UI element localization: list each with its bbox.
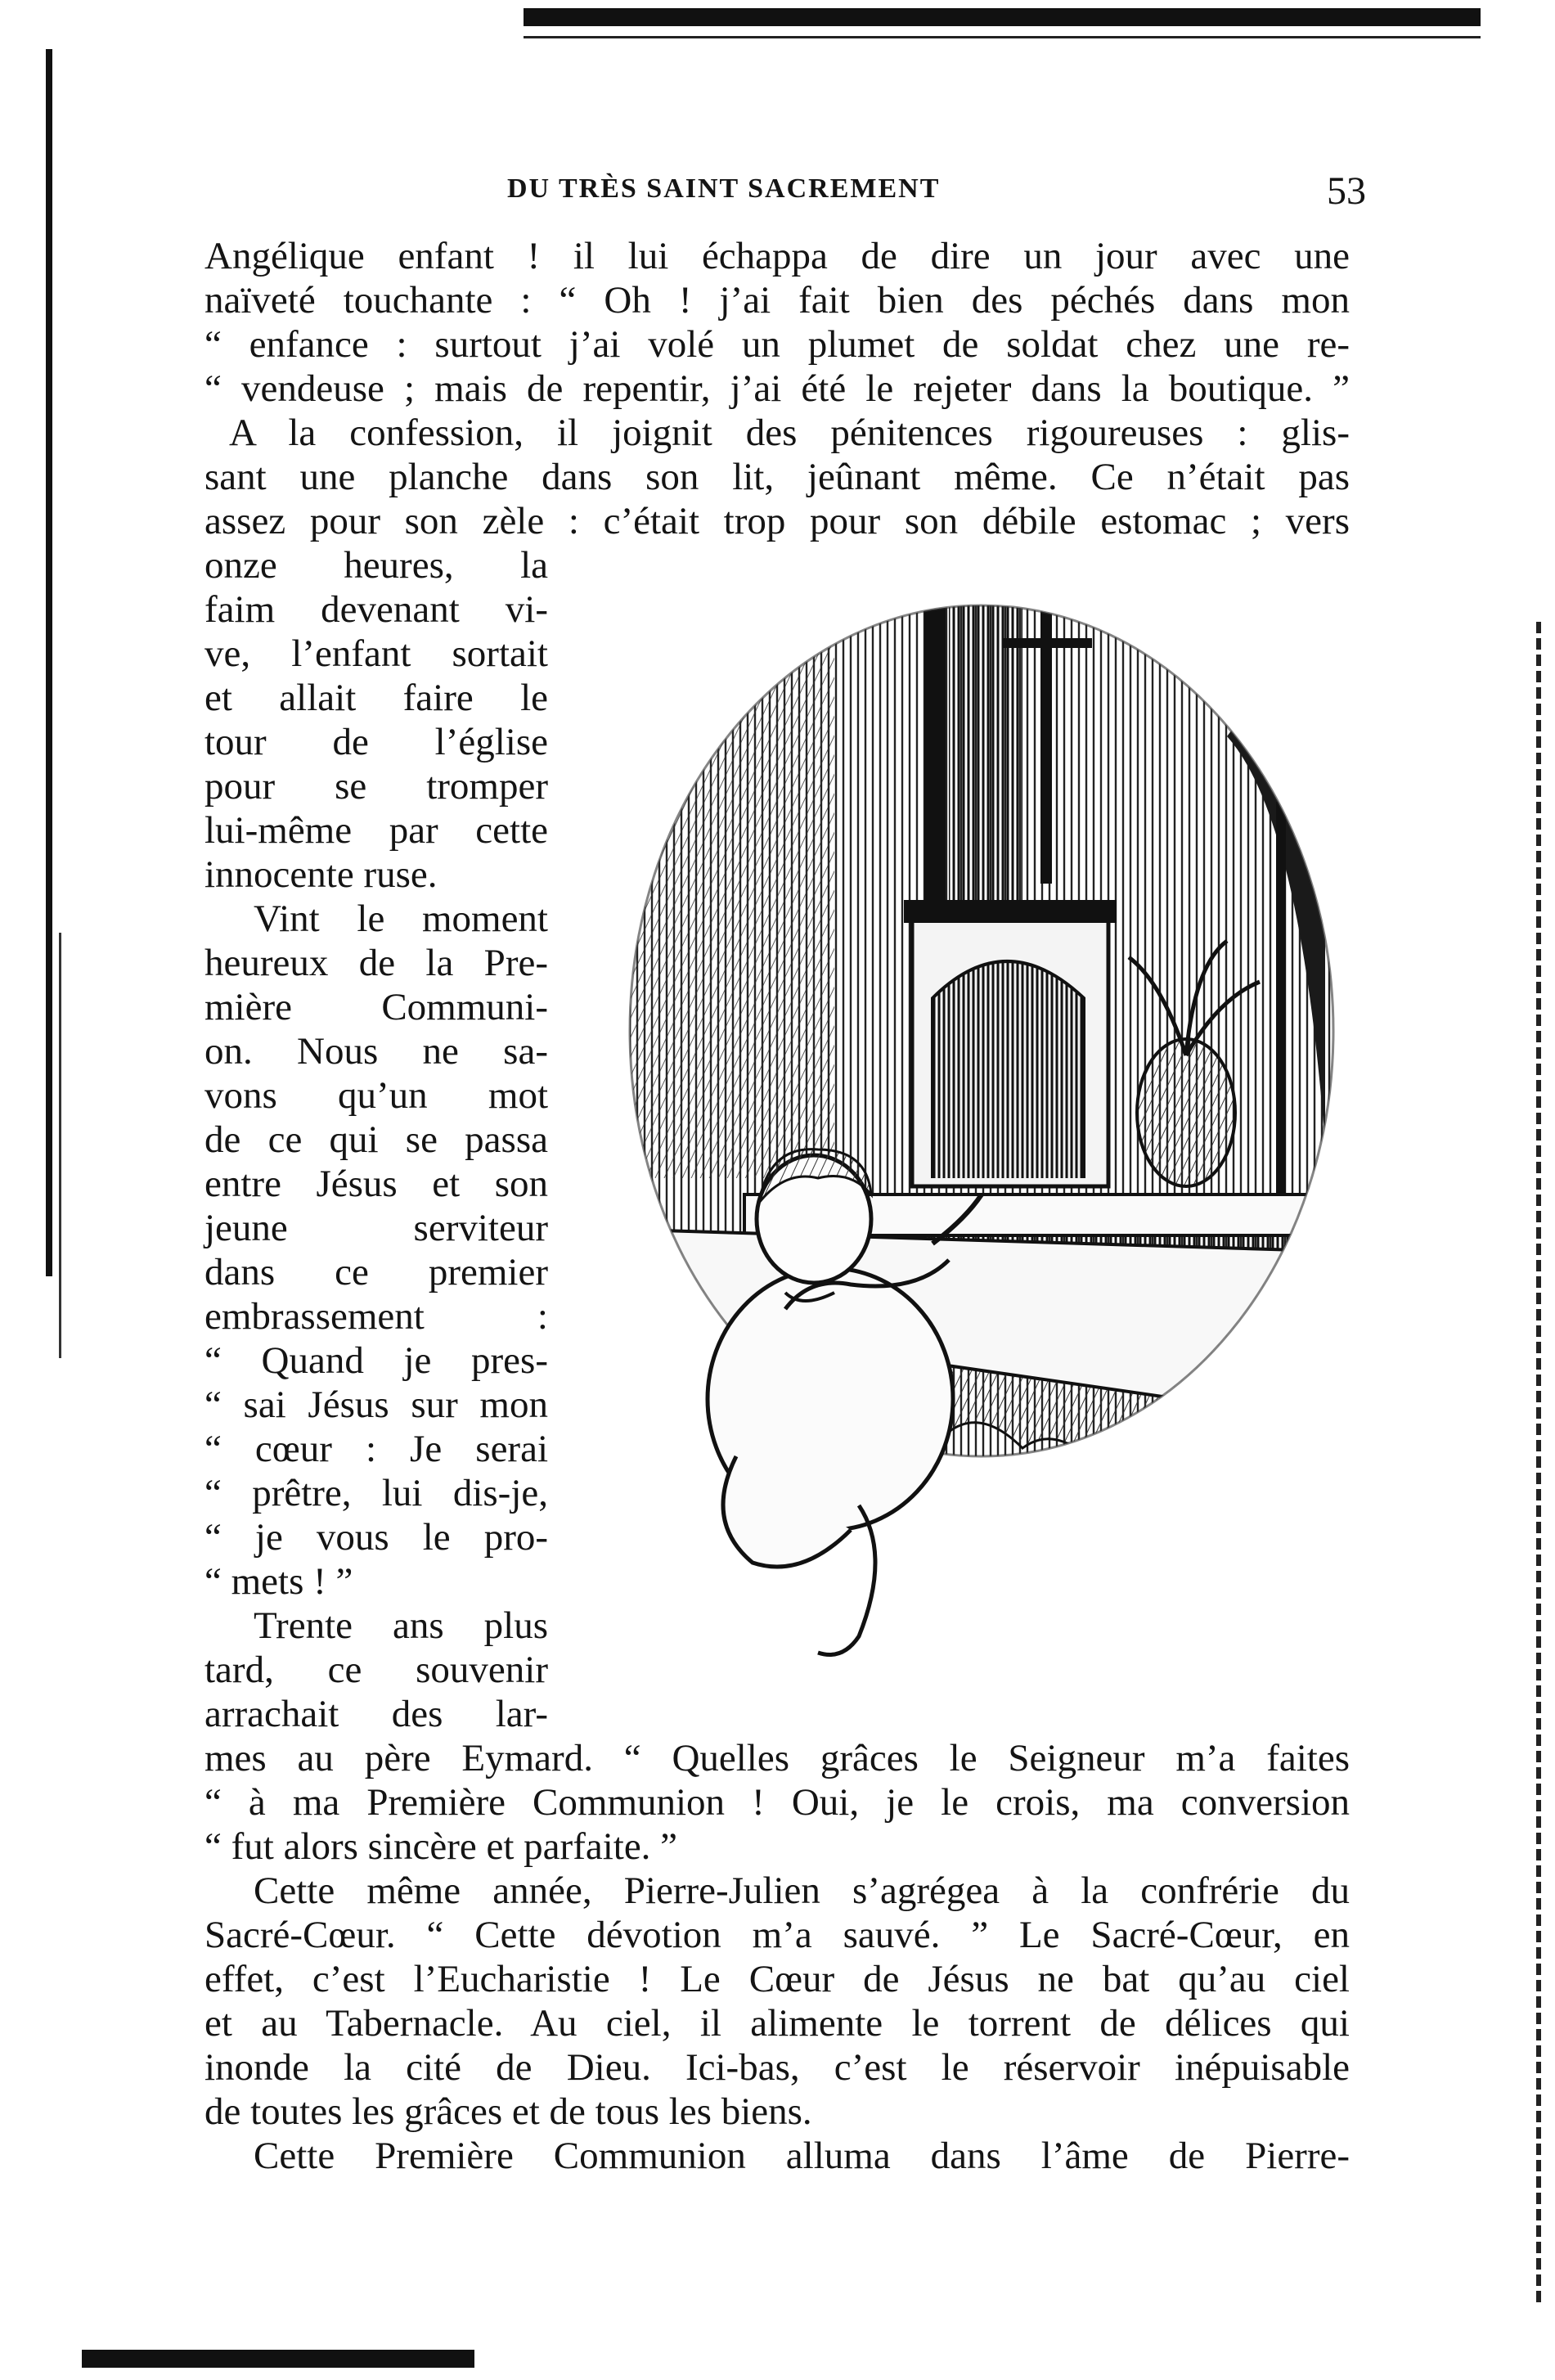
- text-line: lui-même par cette: [204, 809, 548, 852]
- text-line: mière Communi-: [204, 986, 548, 1028]
- text-line: “ Quand je pres-: [204, 1339, 548, 1382]
- text-line: Angélique enfant ! il lui échappa de dire un jour avec une: [204, 235, 1350, 277]
- text-line: et au Tabernacle. Au ciel, il alimente le torrent de délices qui: [204, 2002, 1350, 2045]
- text-line: dans ce premier: [204, 1251, 548, 1293]
- text-line: “ enfance : surtout j’ai volé un plumet de soldat chez une re-: [204, 323, 1350, 366]
- text-line: A la confession, il joignit des pénitences rigoureuses : glis-: [229, 412, 1350, 454]
- text-line: embrassement :: [204, 1295, 548, 1338]
- text-line: heureux de la Pre-: [204, 942, 548, 984]
- text-line: de ce qui se passa: [204, 1118, 548, 1161]
- text-line: sant une planche dans son lit, jeûnant même. Ce n’était pas: [204, 456, 1350, 498]
- text-line: “ cœur : Je serai: [204, 1428, 548, 1470]
- text-line: Cette même année, Pierre-Julien s’agrégea à la confrérie du: [254, 1869, 1350, 1912]
- text-line: “ sai Jésus sur mon: [204, 1383, 548, 1426]
- left-margin-mark-2: [59, 933, 61, 1358]
- text-line: mes au père Eymard. “ Quelles grâces le Seigneur m’a faites: [204, 1737, 1350, 1779]
- text-line: arrachait des lar-: [204, 1693, 548, 1735]
- text-line: Vint le moment: [254, 898, 548, 940]
- text-line: onze heures, la: [204, 544, 548, 587]
- text-line: de toutes les grâces et de tous les biens.: [204, 2090, 812, 2133]
- text-line: “ mets ! ”: [204, 1560, 353, 1603]
- first-communion-engraving: [540, 573, 1350, 1702]
- text-line: et allait faire le: [204, 677, 548, 719]
- text-line: innocente ruse.: [204, 853, 438, 896]
- text-line: Cette Première Communion alluma dans l’âme de Pierre-: [254, 2135, 1350, 2177]
- text-line: naïveté touchante : “ Oh ! j’ai fait bien des péchés dans mon: [204, 279, 1350, 322]
- bottom-bar: [82, 2350, 474, 2368]
- text-line: “ prêtre, lui dis-je,: [204, 1472, 548, 1514]
- text-line: ve, l’enfant sortait: [204, 632, 548, 675]
- text-line: on. Nous ne sa-: [204, 1030, 548, 1073]
- text-line: effet, c’est l’Eucharistie ! Le Cœur de Jésus ne bat qu’au ciel: [204, 1958, 1350, 2000]
- text-line: vons qu’un mot: [204, 1074, 548, 1117]
- top-rule-thin: [524, 36, 1481, 38]
- text-line: “ fut alors sincère et parfaite. ”: [204, 1825, 678, 1868]
- text-line: tard, ce souvenir: [204, 1649, 548, 1691]
- text-line: jeune serviteur: [204, 1207, 548, 1249]
- text-line: tour de l’église: [204, 721, 548, 763]
- right-margin-mark: [1536, 622, 1541, 2307]
- text-line: “ je vous le pro-: [204, 1516, 548, 1559]
- page-header: [204, 169, 1366, 218]
- page-number: 53: [1327, 169, 1366, 213]
- running-title: DU TRÈS SAINT SACREMENT: [507, 173, 941, 204]
- text-line: “ vendeuse ; mais de repentir, j’ai été le rejeter dans la boutique. ”: [204, 367, 1350, 410]
- text-line: Trente ans plus: [254, 1604, 548, 1647]
- text-line: inonde la cité de Dieu. Ici-bas, c’est le réservoir inépuisable: [204, 2046, 1350, 2089]
- text-line: faim devenant vi-: [204, 588, 548, 631]
- text-line: Sacré-Cœur. “ Cette dévotion m’a sauvé. ” Le Sacré-Cœur, en: [204, 1914, 1350, 1956]
- left-margin-mark: [46, 49, 52, 1276]
- text-line: entre Jésus et son: [204, 1163, 548, 1205]
- top-rule: [524, 8, 1481, 26]
- text-line: pour se tromper: [204, 765, 548, 808]
- text-line: assez pour son zèle : c’était trop pour son débile estomac ; vers: [204, 500, 1350, 542]
- text-line: “ à ma Première Communion ! Oui, je le crois, ma conversion: [204, 1781, 1350, 1824]
